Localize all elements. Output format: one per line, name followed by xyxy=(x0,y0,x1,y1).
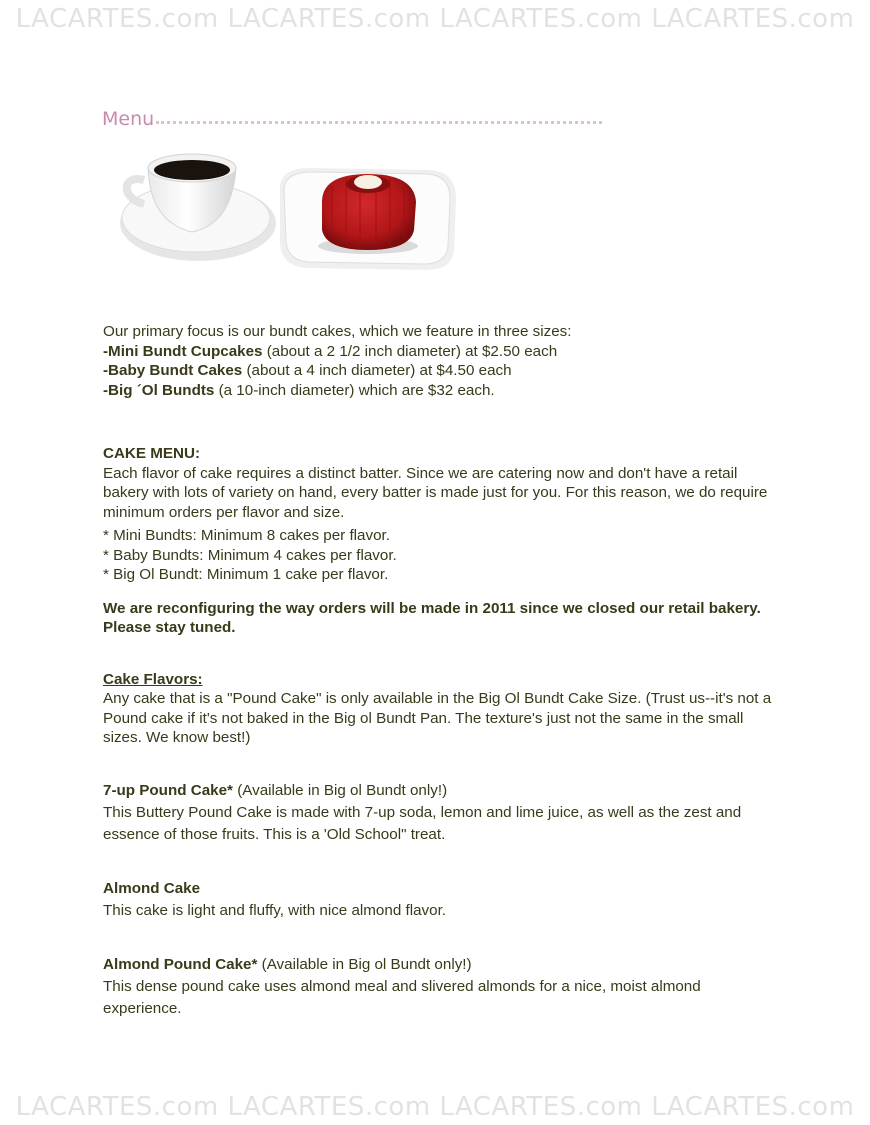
watermark-top: LACARTES.com LACARTES.com LACARTES.com LACARTES.com xyxy=(15,4,855,34)
flavor-description: This cake is light and fluffy, with nice almond flavor. xyxy=(103,901,447,919)
reconfigure-notice: We are reconfiguring the way orders will be made in 2011 since we closed our retail bakery. Please stay tuned. xyxy=(103,599,761,636)
minimum-item: * Big Ol Bundt: Minimum 1 cake per flavor. xyxy=(103,566,389,583)
coffee-and-bundt-cake-photo xyxy=(110,138,470,278)
watermark-bottom: LACARTES.com LACARTES.com LACARTES.com LACARTES.com xyxy=(15,1092,855,1122)
size-item: -Big ´Ol Bundts (a 10-inch diameter) which are $32 each. xyxy=(103,381,495,399)
menu-content xyxy=(103,322,783,1020)
flavor-title: Almond Cake xyxy=(103,879,201,897)
cake-menu-body: Each flavor of cake requires a distinct batter. Since we are catering now and don't have a retail bakery with lots of variety on hand, every batter is made just for you. For this reason, we do require minimum orders per flavor and size. xyxy=(103,464,768,521)
coffee-and-cake-icon xyxy=(110,138,470,278)
size-item: -Mini Bundt Cupcakes (about a 2 1/2 inch diameter) at $2.50 each xyxy=(103,342,558,360)
flavor-title: Almond Pound Cake* (Available in Big ol Bundt only!) xyxy=(103,955,472,973)
flavor-description: This dense pound cake uses almond meal and slivered almonds for a nice, moist almond experience. xyxy=(103,977,701,1017)
intro-lead: Our primary focus is our bundt cakes, which we feature in three sizes: xyxy=(103,323,572,340)
size-item: -Baby Bundt Cakes (about a 4 inch diameter) at $4.50 each xyxy=(103,362,512,379)
menu-header xyxy=(102,104,602,130)
cake-menu-heading: CAKE MENU: xyxy=(103,445,201,462)
cake-flavors-heading: Cake Flavors: xyxy=(103,670,203,688)
flavor-title: 7-up Pound Cake* (Available in Big ol Bundt only!) xyxy=(103,781,448,799)
dotted-rule xyxy=(156,121,602,124)
flavor-description: This Buttery Pound Cake is made with 7-up soda, lemon and lime juice, as well as the zest and essence of those fruits. This is a 'Old School" treat. xyxy=(103,803,742,843)
minimum-item: * Baby Bundts: Minimum 4 cakes per flavor. xyxy=(103,546,397,564)
menu-title: Menu xyxy=(102,108,155,130)
cake-flavors-intro: Any cake that is a "Pound Cake" is only available in the Big Ol Bundt Cake Size. (Trust us--it's not a Pound cake if it's not baked in the Big ol Bundt Pan. The texture's just not the same in the small sizes. We know best!) xyxy=(103,690,772,746)
minimum-item: * Mini Bundts: Minimum 8 cakes per flavor. xyxy=(103,527,390,544)
